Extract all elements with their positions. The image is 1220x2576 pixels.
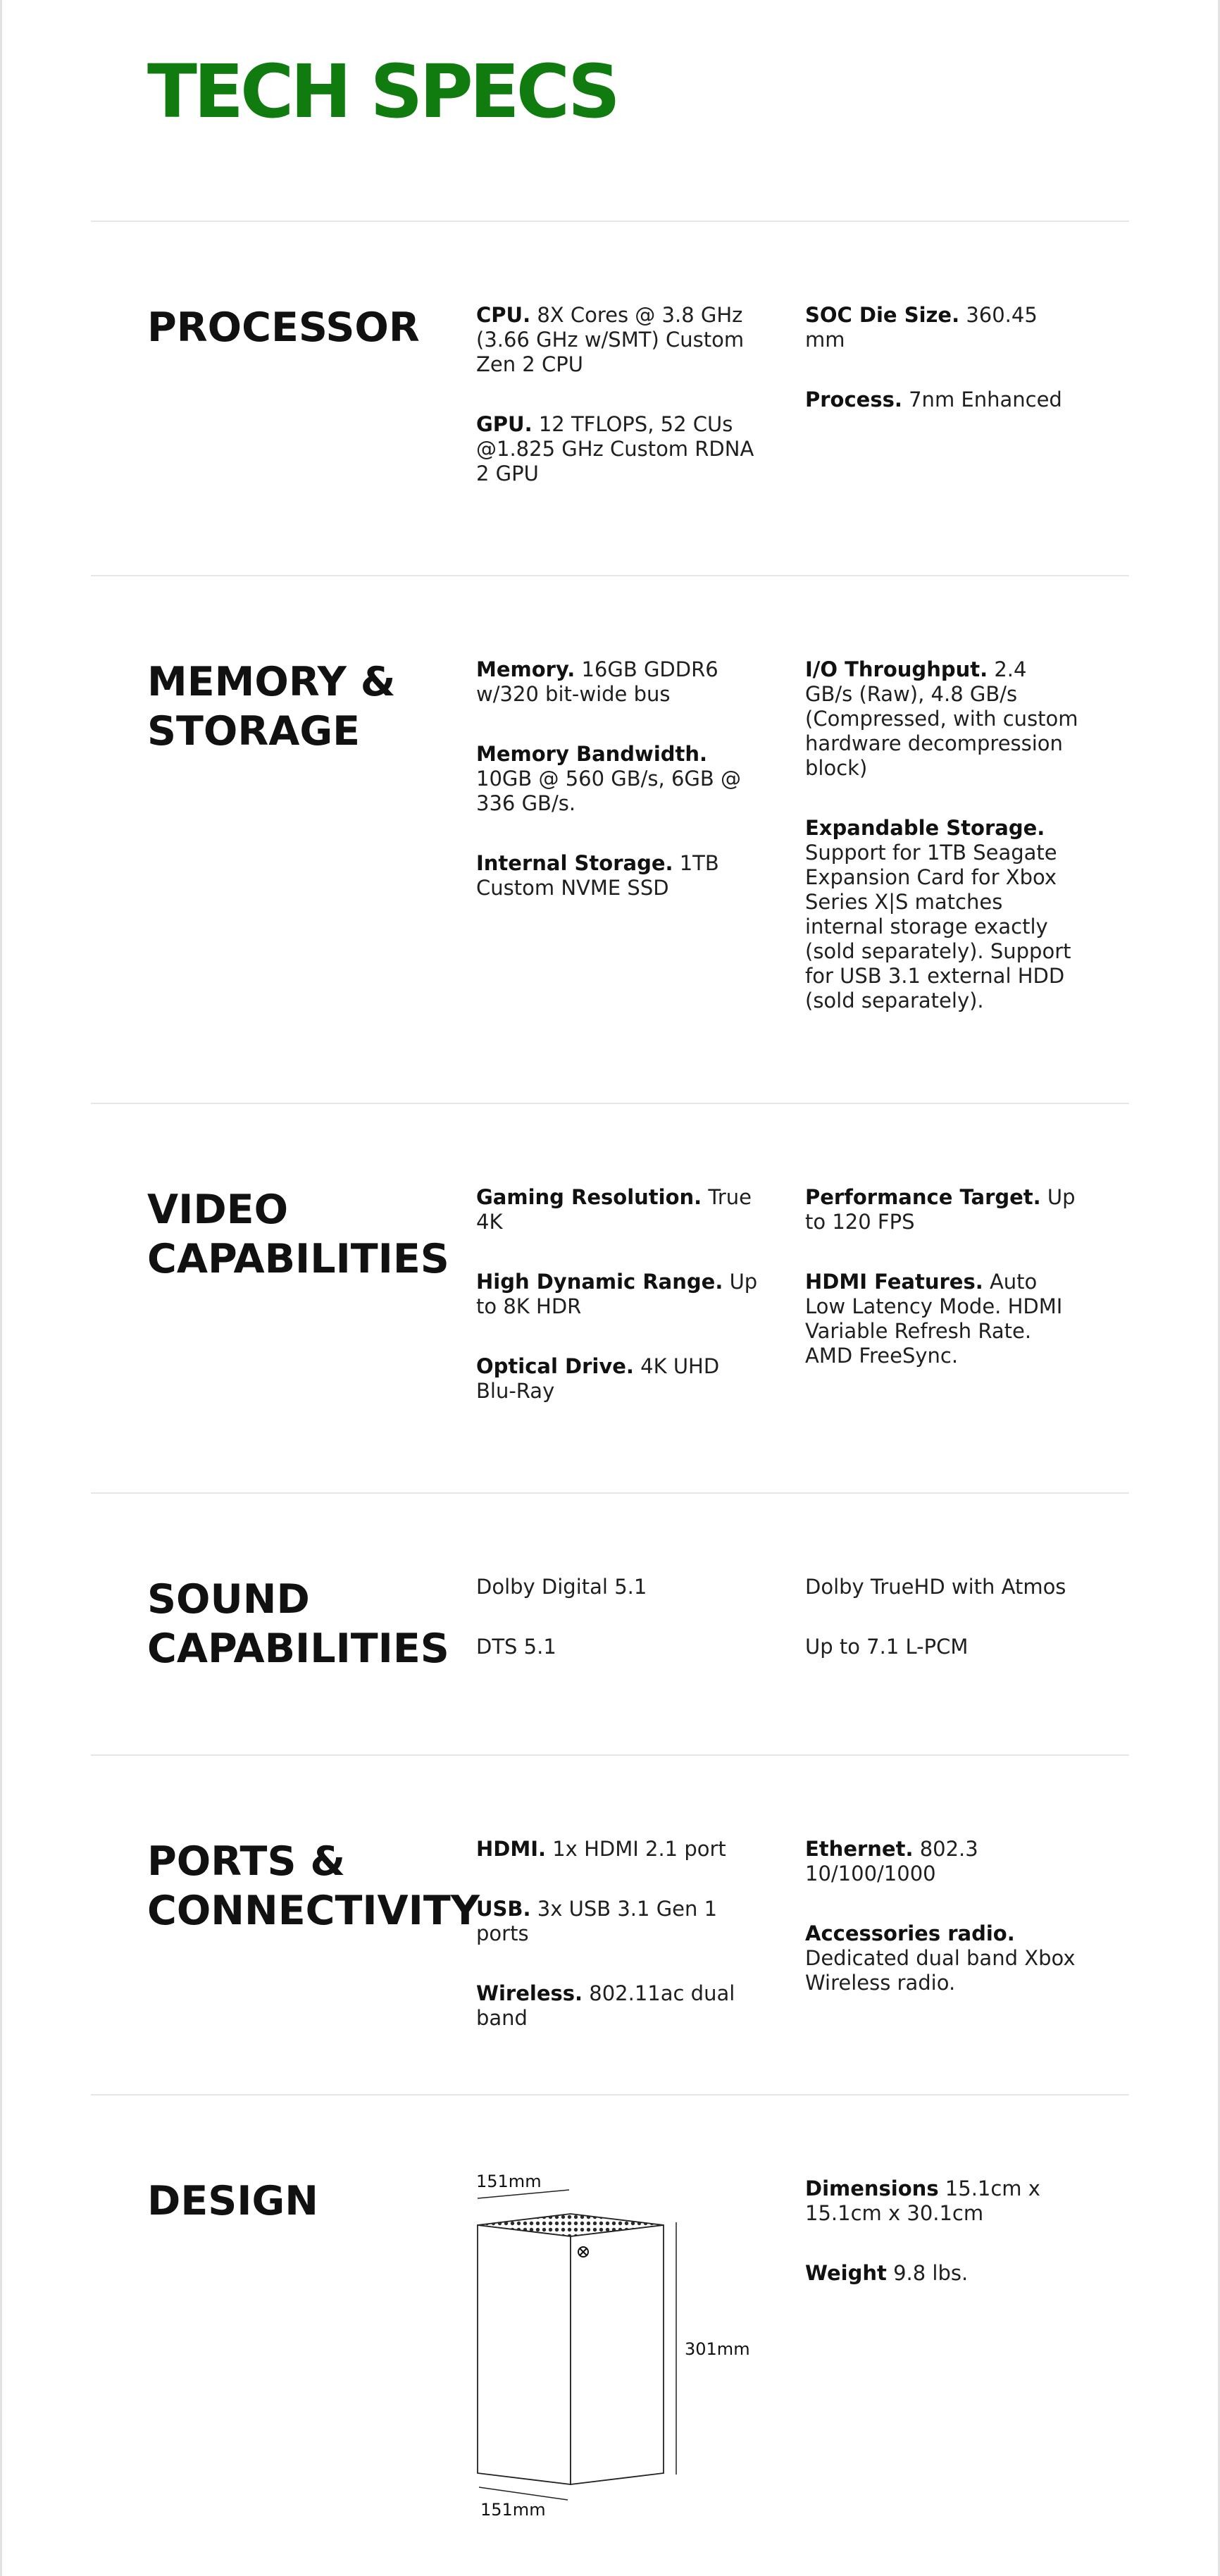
spec-item — [805, 657, 1080, 781]
spec-label: Dimensions — [805, 2176, 939, 2200]
spec-value: 12 TFLOPS, 52 CUs @1.825 GHz Custom RDNA 2 GPU — [476, 412, 754, 485]
spec-item — [476, 303, 758, 377]
spec-item — [805, 1837, 1080, 1886]
console-right-face — [571, 2225, 664, 2484]
spec-item — [476, 1897, 758, 1946]
height-label: 301mm — [685, 2339, 750, 2359]
spec-value: 8X Cores @ 3.8 GHz (3.66 GHz w/SMT) Custom Zen 2 CPU — [476, 303, 745, 376]
spec-item — [805, 1270, 1080, 1368]
width-label: 151mm — [476, 2172, 542, 2191]
spec-value: 1TB Custom NVME SSD — [476, 851, 719, 900]
page-title: TECH SPECS — [147, 49, 617, 135]
spec-item — [476, 1635, 758, 1659]
spec-label: Internal Storage. — [476, 851, 673, 875]
spec-value: 1x HDMI 2.1 port — [552, 1837, 726, 1861]
spec-value: 360.45 mm — [805, 303, 1038, 352]
spec-value: DTS 5.1 — [476, 1635, 556, 1659]
spec-column — [805, 1575, 1080, 1695]
section-title: DESIGN — [147, 2178, 319, 2224]
depth-label: 151mm — [480, 2500, 546, 2520]
spec-value: Up to 120 FPS — [805, 1185, 1076, 1234]
spec-item — [476, 1185, 758, 1234]
spec-column — [805, 303, 1080, 447]
section-title: PORTS & CONNECTIVITY — [147, 1838, 480, 1934]
spec-item — [805, 2261, 1080, 2286]
spec-item — [805, 816, 1080, 1013]
spec-value: 15.1cm x 15.1cm x 30.1cm — [805, 2176, 1040, 2225]
spec-item — [476, 412, 758, 486]
spec-item — [476, 1837, 758, 1862]
spec-item — [805, 1921, 1080, 1995]
section-divider — [91, 575, 1129, 576]
xbox-logo-icon — [578, 2247, 588, 2257]
spec-item — [805, 1635, 1080, 1659]
console-drawing-icon — [465, 2163, 761, 2529]
spec-column — [805, 1837, 1080, 2031]
spec-value: 3x USB 3.1 Gen 1 ports — [476, 1897, 718, 1945]
spec-label: SOC Die Size. — [805, 303, 960, 327]
spec-item — [805, 1575, 1080, 1599]
spec-label: HDMI. — [476, 1837, 547, 1861]
spec-value: 7nm Enhanced — [909, 388, 1062, 411]
spec-value: Dedicated dual band Xbox Wireless radio. — [805, 1946, 1076, 1995]
spec-value: 802.11ac dual band — [476, 1981, 735, 2030]
spec-value: Dolby TrueHD with Atmos — [805, 1575, 1066, 1599]
spec-label: Ethernet. — [805, 1837, 914, 1861]
spec-value: 9.8 lbs. — [893, 2261, 969, 2285]
section-divider — [91, 221, 1129, 222]
spec-item — [476, 1575, 758, 1599]
spec-label: Expandable Storage. — [805, 816, 1045, 840]
spec-item — [476, 1270, 758, 1319]
section-title: MEMORY & STORAGE — [147, 659, 396, 755]
spec-item — [805, 303, 1080, 352]
spec-column — [476, 1575, 758, 1695]
spec-label: High Dynamic Range. — [476, 1270, 723, 1294]
spec-column — [476, 1837, 758, 2066]
spec-item — [476, 851, 758, 900]
spec-item — [805, 388, 1080, 412]
spec-value: 2.4 GB/s (Raw), 4.8 GB/s (Compressed, with custom hardware decompression block) — [805, 657, 1078, 780]
spec-value: Dolby Digital 5.1 — [476, 1575, 647, 1599]
console-dimension-figure — [465, 2163, 761, 2529]
section-divider — [91, 1492, 1129, 1494]
spec-label: USB. — [476, 1897, 531, 1921]
spec-value: 4K UHD Blu-Ray — [476, 1354, 720, 1403]
spec-label: CPU. — [476, 303, 531, 327]
spec-label: GPU. — [476, 412, 533, 436]
spec-value: Up to 8K HDR — [476, 1270, 758, 1318]
spec-column — [476, 657, 758, 936]
section-divider — [91, 1754, 1129, 1756]
spec-item — [476, 1981, 758, 2031]
spec-value: 10GB @ 560 GB/s, 6GB @ 336 GB/s. — [476, 767, 741, 815]
spec-item — [476, 742, 758, 816]
spec-label: Performance Target. — [805, 1185, 1041, 1209]
spec-label: I/O Throughput. — [805, 657, 988, 681]
section-title: VIDEO CAPABILITIES — [147, 1187, 449, 1282]
spec-value: Auto Low Latency Mode. HDMI Variable Refresh Rate. AMD FreeSync. — [805, 1270, 1063, 1368]
spec-value: 802.3 10/100/1000 — [805, 1837, 978, 1885]
spec-label: Memory Bandwidth. — [476, 742, 708, 766]
spec-label: Weight — [805, 2261, 887, 2285]
spec-column — [476, 303, 758, 521]
spec-column — [805, 657, 1080, 1048]
spec-label: Memory. — [476, 657, 575, 681]
spec-label: HDMI Features. — [805, 1270, 983, 1294]
section-title: SOUND CAPABILITIES — [147, 1576, 449, 1672]
spec-value: True 4K — [476, 1185, 752, 1234]
section-divider — [91, 2094, 1129, 2095]
spec-column — [805, 1185, 1080, 1404]
section-divider — [91, 1103, 1129, 1104]
depth-dimension-line — [479, 2487, 568, 2500]
section-title: PROCESSOR — [147, 304, 420, 351]
spec-column — [476, 1185, 758, 1439]
spec-label: Process. — [805, 388, 902, 411]
spec-item — [805, 2176, 1080, 2226]
spec-value: Support for 1TB Seagate Expansion Card for Xbox Series X|S matches internal storage exactly (sold separately). Support for USB 3.1 external HDD (sold separately). — [805, 841, 1071, 1013]
spec-label: Optical Drive. — [476, 1354, 634, 1378]
spec-column — [805, 2176, 1080, 2321]
spec-value: Up to 7.1 L-PCM — [805, 1635, 969, 1659]
console-left-face — [478, 2225, 571, 2484]
spec-value: 16GB GDDR6 w/320 bit-wide bus — [476, 657, 718, 706]
spec-item — [476, 1354, 758, 1404]
spec-label: Gaming Resolution. — [476, 1185, 702, 1209]
spec-label: Accessories radio. — [805, 1921, 1015, 1945]
spec-item — [805, 1185, 1080, 1234]
spec-label: Wireless. — [476, 1981, 583, 2005]
spec-item — [476, 657, 758, 707]
